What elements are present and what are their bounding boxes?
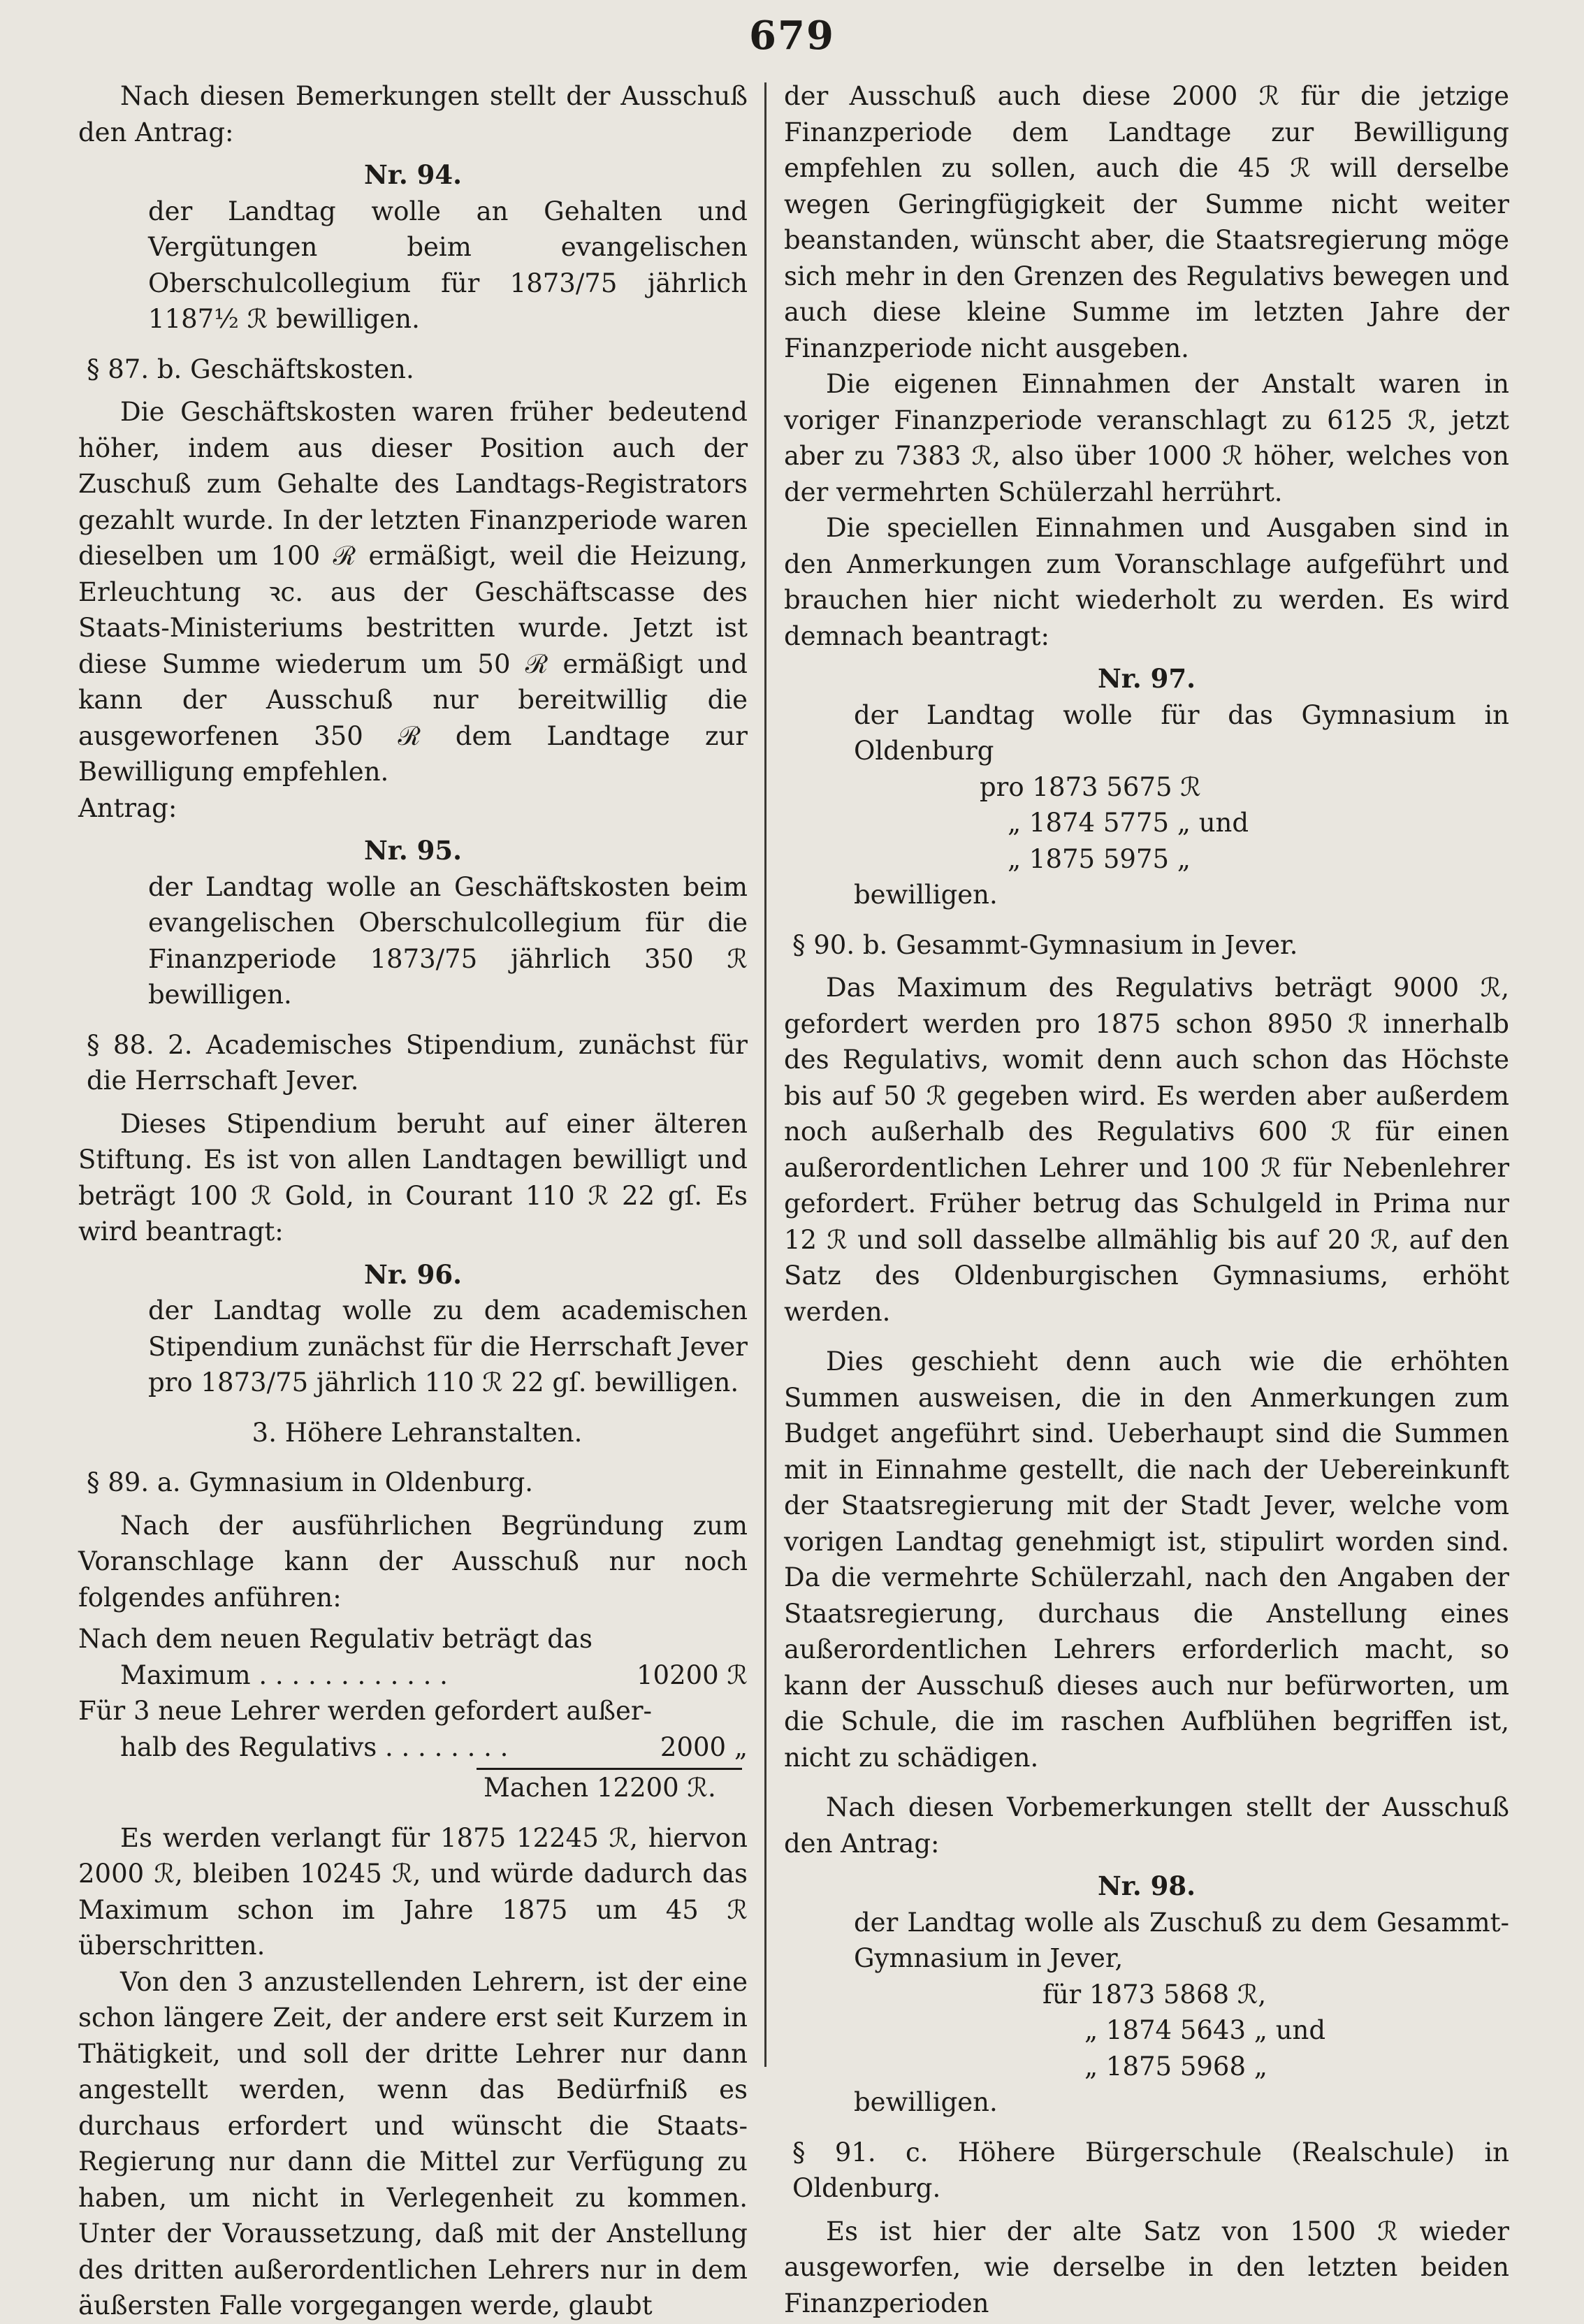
section-heading: § 91. c. Höhere Bürgerschule (Realschule) in Oldenburg. — [792, 2137, 1509, 2203]
motion-text: der Landtag wolle für das Gymnasium in Oldenburg — [854, 699, 1509, 766]
section-heading: § 87. b. Geschäftskosten. — [87, 354, 414, 384]
motion-amount: „ 1875 5975 „ — [1008, 843, 1191, 874]
motion-amount: für 1873 5868 ℛ, — [1042, 1979, 1267, 2010]
budget-table — [78, 1621, 748, 1806]
right-column — [784, 78, 1509, 2321]
paragraph: Die speciellen Einnahmen und Ausgaben sind in den Anmerkungen zum Voranschlage aufgeführt und brauchen hier nicht wiederholt zu werden. Es wird demnach beantragt: — [784, 513, 1509, 651]
motion-text: bewilligen. — [854, 2087, 998, 2117]
table-row-label: Für 3 neue Lehrer werden gefordert außer- — [78, 1696, 653, 1726]
table-row-value: 2000 „ — [660, 1731, 748, 1762]
motion-number: Nr. 97. — [1097, 663, 1196, 694]
paragraph: Die Geschäftskosten waren früher bedeutend höher, indem aus dieser Position auch der Zuschuß zum Gehalte des Landtags-Registrators gezahlt wurde. In der letzten Finanzperiode waren dieselben um 100 ℛ ermäßigt, weil die Heizung, Erleuchtung ꝛc. aus der Geschäftscasse des Staats-Ministeriums bestritten wurde. Jetzt ist diese Summe wiederum um 50 ℛ ermäßigt und kann der Ausschuß nur bereitwillig die ausgeworfenen 350 ℛ dem Landtage zur Bewilligung empfehlen. — [78, 397, 748, 787]
motion-amount: „ 1874 5775 „ und — [1008, 808, 1249, 838]
motion-amount: „ 1875 5968 „ — [1084, 2051, 1267, 2082]
motion-number: Nr. 96. — [363, 1258, 463, 1290]
section-heading: § 89. a. Gymnasium in Oldenburg. — [87, 1467, 534, 1497]
paragraph: Das Maximum des Regulativs beträgt 9000 ℛ, gefordert werden pro 1875 schon 8950 ℛ innerhalb des Regulativs, womit denn auch schon das Höchste bis auf 50 ℛ gegeben wird. Es werden aber außerdem noch außerhalb des Regulativs 600 ℛ für einen außerordentlichen Lehrer und 100 ℛ für Nebenlehrer gefordert. Früher betrug das Schulgeld in Prima nur 12 ℛ und soll dasselbe allmählig bis auf 20 ℛ, auf den Satz des Oldenburgischen Gymnasiums, erhöht werden. — [784, 973, 1509, 1327]
table-sum: Machen 12200 ℛ. — [484, 1773, 716, 1803]
motion-text: der Landtag wolle zu dem academischen Stipendium zunächst für die Herrschaft Jever pro 1873/75 jährlich 110 ℛ 22 gſ. bewilligen. — [148, 1295, 748, 1397]
motion-text: der Landtag wolle als Zuschuß zu dem Gesammt-Gymnasium in Jever, — [854, 1907, 1509, 1973]
paragraph: Dieses Stipendium beruht auf einer älteren Stiftung. Es ist von allen Landtagen bewilligt und beträgt 100 ℛ Gold, in Courant 110 ℛ 22 gſ. Es wird beantragt: — [78, 1108, 748, 1247]
table-row — [78, 1657, 748, 1694]
paragraph: Dies geschieht denn auch wie die erhöhten Summen ausweisen, die in den Anmerkungen zum Budget angeführt sind. Ueberhaupt sind die Summen mit in Einnahme gestellt, die nach der Uebereinkunft der Staatsregierung mit der Stadt Jever, welche vom vorigen Landtag genehmigt ist, stipulirt worden sind. Da die vermehrte Schülerzahl, nach den Angaben der Staatsregierung, durchaus die Anstellung eines außerordentlichen Lehrers erforderlich macht, so kann der Ausschuß dieses auch nur befürworten, um die Schule, die im raschen Aufblühen begriffen ist, nicht zu schädigen. — [784, 1346, 1509, 1773]
paragraph: Nach diesen Vorbemerkungen stellt der Ausschuß den Antrag: — [784, 1792, 1509, 1859]
motion-text: der Landtag wolle an Geschäftskosten beim evangelischen Oberschulcollegium für die Finanzperiode 1873/75 jährlich 350 ℛ bewilligen. — [148, 871, 748, 1010]
paragraph: der Ausschuß auch diese 2000 ℛ für die jetzige Finanzperiode dem Landtage zur Bewilligung empfehlen zu sollen, auch die 45 ℛ will derselbe wegen Geringfügigkeit der Summe nicht weiter beanstanden, wünscht aber, die Staatsregierung möge sich mehr in den Grenzen des Regulativs bewegen und auch diese kleine Summe im letzten Jahre der Finanzperiode nicht ausgeben. — [784, 81, 1509, 363]
page-number: 679 — [749, 13, 835, 59]
motion-text: bewilligen. — [854, 880, 998, 910]
section-heading: 3. Höhere Lehranstalten. — [252, 1417, 583, 1448]
paragraph: Es ist hier der alte Satz von 1500 ℛ wieder ausgeworfen, wie derselbe in den letzten beiden Finanzperioden — [784, 2216, 1509, 2318]
column-divider — [764, 82, 766, 2067]
motion-amount: pro 1873 5675 ℛ — [980, 771, 1201, 802]
table-row — [78, 1729, 748, 1766]
paragraph: Die eigenen Einnahmen der Anstalt waren in voriger Finanzperiode veranschlagt zu 6125 ℛ, jetzt aber zu 7383 ℛ, also über 1000 ℛ höher, welches von der vermehrten Schülerzahl herrührt. — [784, 369, 1509, 507]
motion-text: der Landtag wolle an Gehalten und Vergütungen beim evangelischen Oberschulcollegium für 1873/75 jährlich 1187½ ℛ bewilligen. — [148, 196, 748, 334]
left-column — [78, 78, 748, 2324]
paragraph: Nach der ausführlichen Begründung zum Voranschlage kann der Ausschuß nur noch folgendes anführen: — [78, 1510, 748, 1613]
paragraph: Nach diesen Bemerkungen stellt der Ausschuß den Antrag: — [78, 81, 748, 147]
table-row-label: halb des Regulativs . . . . . . . . — [120, 1731, 509, 1762]
antrag-label: Antrag: — [78, 792, 177, 823]
table-row-label: Maximum . . . . . . . . . . . . — [120, 1660, 448, 1690]
paragraph: Es werden verlangt für 1875 12245 ℛ, hiervon 2000 ℛ, bleiben 10245 ℛ, und würde dadurch das Maximum schon im Jahre 1875 um 45 ℛ überschritten. — [78, 1822, 748, 1961]
section-heading: § 88. 2. Academisches Stipendium, zunächst für die Herrschaft Jever. — [87, 1029, 748, 1096]
motion-amount: „ 1874 5643 „ und — [1084, 2015, 1326, 2045]
motion-number: Nr. 95. — [363, 835, 463, 866]
section-heading: § 90. b. Gesammt-Gymnasium in Jever. — [792, 929, 1298, 960]
table-row-value: 10200 ℛ — [637, 1660, 748, 1690]
motion-number: Nr. 94. — [363, 159, 463, 190]
motion-number: Nr. 98. — [1097, 1871, 1196, 1901]
table-row-label: Nach dem neuen Regulativ beträgt das — [78, 1624, 593, 1654]
paragraph: Von den 3 anzustellenden Lehrern, ist der eine schon längere Zeit, der andere erst seit Kurzem in Thätigkeit, und soll der dritte Lehrer nur dann angestellt werden, wenn das Bedürfniß es durchaus erfordert und wünscht die Staats-Regierung nur dann die Mittel zur Verfügung zu haben, um nicht in Verlegenheit zu kommen. Unter der Voraussetzung, daß mit der Anstellung des dritten außerordentlichen Lehrers nur in dem äußersten Falle vorgegangen werde, glaubt — [78, 1966, 748, 2321]
